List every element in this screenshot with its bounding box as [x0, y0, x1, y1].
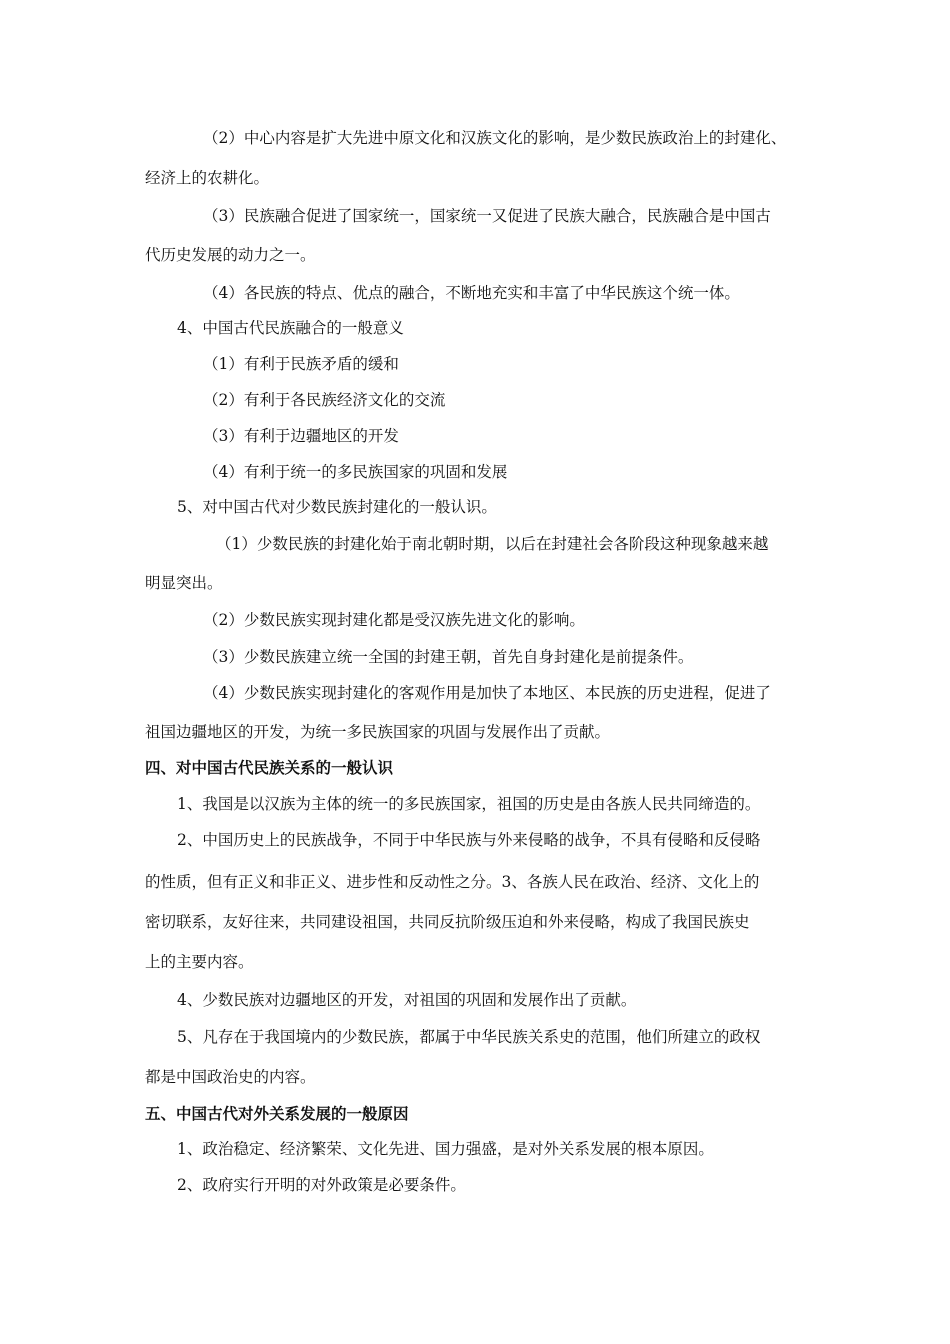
text-line: 5、凡存在于我国境内的少数民族，都属于中华民族关系史的范围，他们所建立的政权 [177, 1028, 761, 1046]
text-line: 的性质，但有正义和非正义、进步性和反动性之分。3、各族人民在政治、经济、文化上的 [145, 873, 760, 891]
text-line: 4、少数民族对边疆地区的开发，对祖国的巩固和发展作出了贡献。 [177, 991, 637, 1009]
text-line: 1、我国是以汉族为主体的统一的多民族国家，祖国的历史是由各族人民共同缔造的。 [177, 795, 761, 813]
text-line: 代历史发展的动力之一。 [145, 246, 316, 264]
text-line: 都是中国政治史的内容。 [145, 1068, 316, 1086]
text-line: 4、中国古代民族融合的一般意义 [177, 319, 404, 337]
text-line: 明显突出。 [145, 574, 223, 592]
text-line: 祖国边疆地区的开发，为统一多民族国家的巩固与发展作出了贡献。 [145, 723, 611, 741]
text-line: 经济上的农耕化。 [145, 169, 270, 187]
text-line: 密切联系，友好往来，共同建设祖国，共同反抗阶级压迫和外来侵略，构成了我国民族史 [145, 913, 750, 931]
text-line: （2）中心内容是扩大先进中原文化和汉族文化的影响，是少数民族政治上的封建化、 [203, 129, 787, 147]
text-line: （3）少数民族建立统一全国的封建王朝，首先自身封建化是前提条件。 [203, 648, 694, 666]
text-line: 2、政府实行开明的对外政策是必要条件。 [177, 1176, 466, 1194]
text-line: （4）各民族的特点、优点的融合，不断地充实和丰富了中华民族这个统一体。 [203, 284, 740, 302]
text-line: （3）有利于边疆地区的开发 [203, 427, 399, 445]
text-line: （2）少数民族实现封建化都是受汉族先进文化的影响。 [203, 611, 585, 629]
text-line: 2、中国历史上的民族战争，不同于中华民族与外来侵略的战争，不具有侵略和反侵略 [177, 831, 761, 849]
text-line: （1）少数民族的封建化始于南北朝时期，以后在封建社会各阶段这种现象越来越 [216, 535, 769, 553]
text-line: （2）有利于各民族经济文化的交流 [203, 391, 446, 409]
section-heading: 四、对中国古代民族关系的一般认识 [145, 759, 394, 777]
text-line: 上的主要内容。 [145, 953, 254, 971]
text-line: 1、政治稳定、经济繁荣、文化先进、国力强盛，是对外关系发展的根本原因。 [177, 1140, 714, 1158]
text-line: （1）有利于民族矛盾的缓和 [203, 355, 399, 373]
text-line: （4）少数民族实现封建化的客观作用是加快了本地区、本民族的历史进程，促进了 [203, 684, 771, 702]
text-line: （3）民族融合促进了国家统一，国家统一又促进了民族大融合，民族融合是中国古 [203, 207, 771, 225]
text-line: （4）有利于统一的多民族国家的巩固和发展 [203, 463, 508, 481]
text-line: 5、对中国古代对少数民族封建化的一般认识。 [177, 498, 497, 516]
section-heading: 五、中国古代对外关系发展的一般原因 [145, 1105, 409, 1123]
